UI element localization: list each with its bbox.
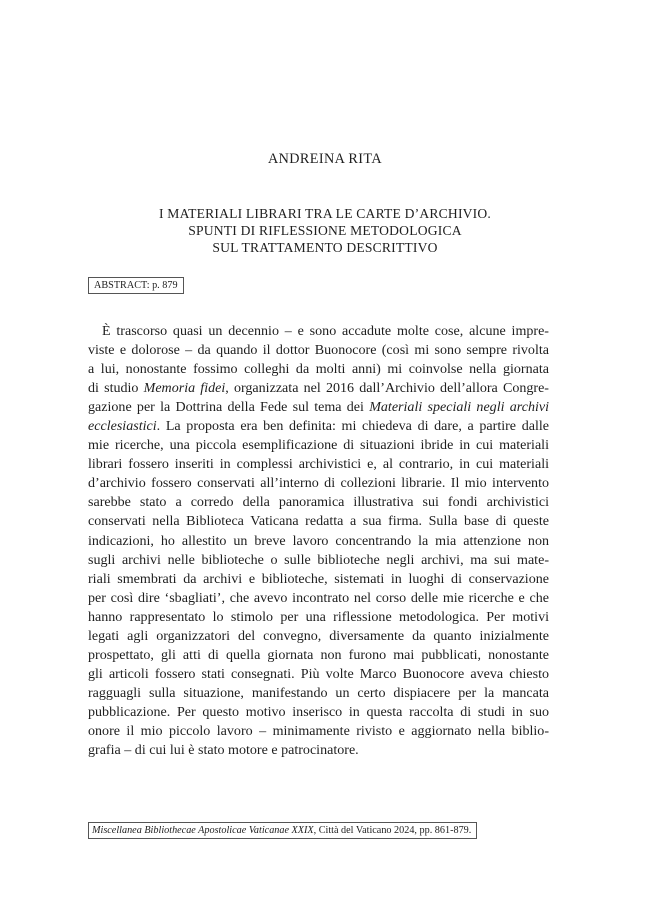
body-line <box>88 722 549 741</box>
body-text: mie ricerche, una piccola esemplificazione di situazioni ibride in cui materiali <box>88 437 549 454</box>
journal-title: Miscellanea Bibliothecae Apostolicae Vaticanae XXIX <box>92 825 314 836</box>
body-line <box>88 360 549 379</box>
citation-details: , Città del Vaticano 2024, pp. 861-879. <box>313 825 472 836</box>
body-text: pubblicazione. Per questo motivo inserisco in questa raccolta di studi in suo <box>88 703 549 720</box>
body-text: riali smembrati da archivi e biblioteche, sistemati in luoghi di conservazione <box>88 570 549 587</box>
body-text: hanno rappresentato lo stimolo per una riflessione metodologica. Per motivi <box>88 608 549 625</box>
body-text: gazione per la Dottrina della Fede sul tema dei <box>88 399 370 416</box>
body-text: ragguagli sulla situazione, manifestando un certo dispiacere per la mancata <box>88 684 549 701</box>
body-line <box>88 398 549 417</box>
body-text: sarebbe stato a corredo della panoramica illustrativa sui fondi archivistici <box>88 494 549 511</box>
title-line: SUL TRATTAMENTO DESCRITTIVO <box>212 239 438 255</box>
body-text: di studio <box>88 380 144 397</box>
body-line <box>88 322 549 341</box>
body-text: viste e dolorose – da quando il dottor Buonocore (così mi sono sempre rivolta <box>88 342 549 359</box>
body-line <box>88 341 549 360</box>
body-line <box>88 512 549 531</box>
body-line <box>88 551 549 570</box>
title-line: I MATERIALI LIBRARI TRA LE CARTE D’ARCHIVIO. <box>158 206 492 221</box>
body-text: gli articoli fossero stati consegnati. Più volte Marco Buonocore aveva chiesto <box>88 665 549 682</box>
body-text: per così dire ‘sbagliati’, che avevo incontrato nel corso delle mie ricerche e che <box>88 589 549 606</box>
italic-text: Materiali speciali negli archivi <box>369 399 550 416</box>
article-title <box>0 206 650 256</box>
body-text: , organizzata nel 2016 dall’Archivio dell’allora Congre- <box>225 380 549 397</box>
body-paragraph <box>88 322 549 760</box>
body-line <box>88 493 549 512</box>
body-text: prospettato, gli atti di quella giornata non furono mai pubblicati, nonostante <box>88 646 549 663</box>
body-text: onore il mio piccolo lavoro – minimamente rivisto e aggiornato nella biblio- <box>88 722 549 739</box>
italic-text: ecclesiastici <box>88 418 157 435</box>
body-line <box>88 684 549 703</box>
body-text: sugli archivi nelle biblioteche o sulle biblioteche negli archivi, ma sui mate- <box>88 551 549 568</box>
body-text: . La proposta era ben definita: mi chiedeva di dare, a partire dalle <box>156 418 549 435</box>
body-text: legati agli organizzatori del convegno, diversamente da quanto inizialmente <box>88 627 549 644</box>
body-line <box>88 741 549 760</box>
body-line <box>88 570 549 589</box>
citation-footer <box>88 822 477 839</box>
body-line <box>88 703 549 722</box>
body-line <box>88 627 549 646</box>
body-line <box>88 589 549 608</box>
title-line: SPUNTI DI RIFLESSIONE METODOLOGICA <box>188 222 462 238</box>
body-text: d’archivio fossero conservati all’interno di collezioni librarie. Il mio intervento <box>88 475 549 492</box>
body-line <box>88 417 549 436</box>
body-line <box>88 608 549 627</box>
body-text: grafia – di cui lui è stato motore e patrocinatore. <box>88 742 359 759</box>
body-line <box>88 436 549 455</box>
body-text: È trascorso quasi un decennio – e sono accadute molte cose, alcune impre- <box>102 323 549 339</box>
author-name: ANDREINA RITA <box>267 151 382 167</box>
body-line <box>88 532 549 551</box>
body-text: a lui, nonostante fossimo colleghi da molti anni) mi coinvolse nella giornata <box>88 361 549 378</box>
body-line <box>88 455 549 474</box>
body-line <box>88 379 549 398</box>
body-line <box>88 474 549 493</box>
body-line <box>88 665 549 684</box>
abstract-reference: ABSTRACT: p. 879 <box>88 277 184 294</box>
italic-text: Memoria fidei <box>143 380 226 397</box>
body-text: conservati nella Biblioteca Vaticana redatta a sua firma. Sulla base di queste <box>88 513 549 530</box>
body-line <box>88 646 549 665</box>
body-text: librari fossero inseriti in complessi archivistici e, al contrario, in cui materiali <box>88 456 549 473</box>
body-text: indicazioni, ho allestito un breve lavoro concentrando la mia attenzione non <box>88 532 549 549</box>
